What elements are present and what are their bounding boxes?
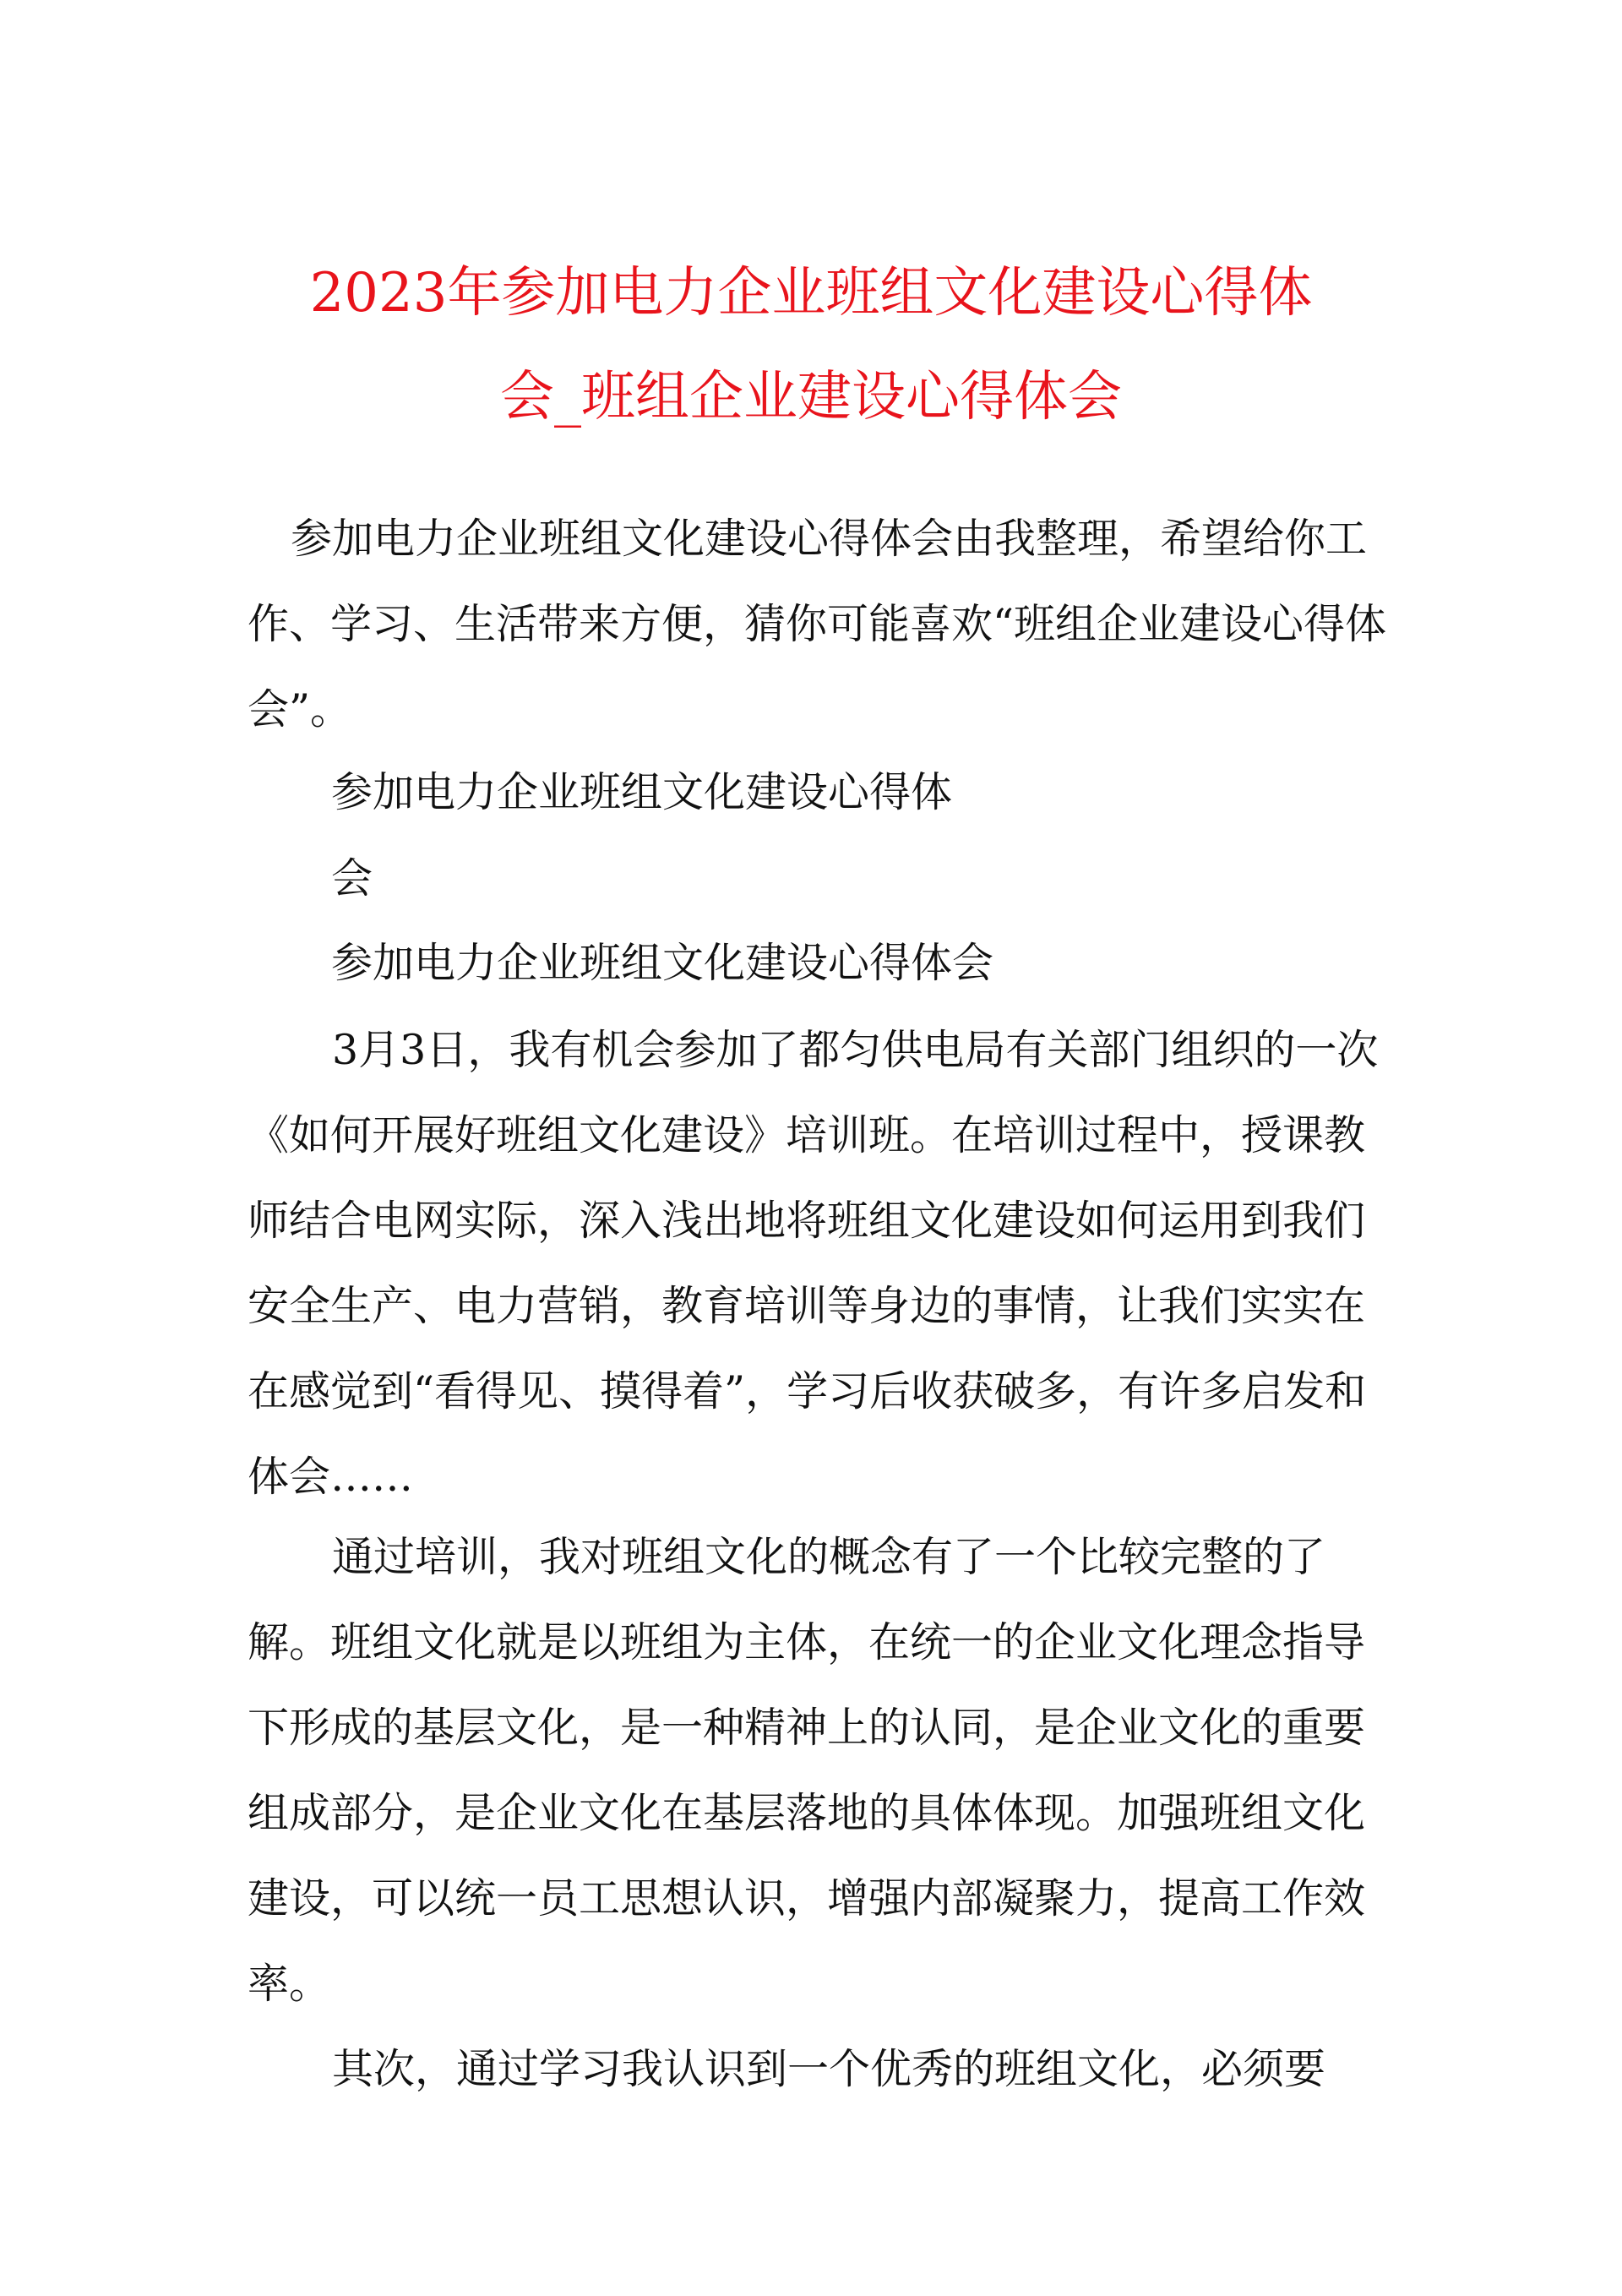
section-heading-repeat: 参加电力企业班组文化建设心得体会 <box>331 939 994 987</box>
document-title-line-1: 2023年参加电力企业班组文化建设心得体 <box>309 262 1313 324</box>
body-paragraph-2: 通过培训，我对班组文化的概念有了一个比较完整的了解。班组文化就是以班组为主体，在统一的企业文化理念指导下形成的基层文化，是一种精神上的认同，是企业文化的重要组成部分，是企业文化在基层落地的具体体现。加强班组文化建设，可以统一员工思想认识，增强内部凝聚力，提高工作效率。 <box>248 1533 1366 2008</box>
body-paragraph-3: 其次，通过学习我认识到一个优秀的班组文化，必须要 <box>332 2045 1326 2093</box>
document-title-line-2: 会_班组企业建设心得体会 <box>500 366 1122 428</box>
section-heading-line-1: 参加电力企业班组文化建设心得体 <box>331 768 953 816</box>
section-heading-line-2: 会 <box>331 854 373 903</box>
body-paragraph-1: 3月3日，我有机会参加了都匀供电局有关部门组织的一次《如何开展好班组文化建设》培训班。在培训过程中，授课教师结合电网实际，深入浅出地将班组文化建设如何运用到我们安全生产、电力营销，教育培训等身边的事情，让我们实实在在感觉到“看得见、摸得着”，学习后收获破多，有许多启发和体会…… <box>248 1026 1379 1501</box>
intro-paragraph: 参加电力企业班组文化建设心得体会由我整理，希望给你工作、学习、生活带来方便，猜你可能喜欢“班组企业建设心得体会”。 <box>248 515 1387 734</box>
